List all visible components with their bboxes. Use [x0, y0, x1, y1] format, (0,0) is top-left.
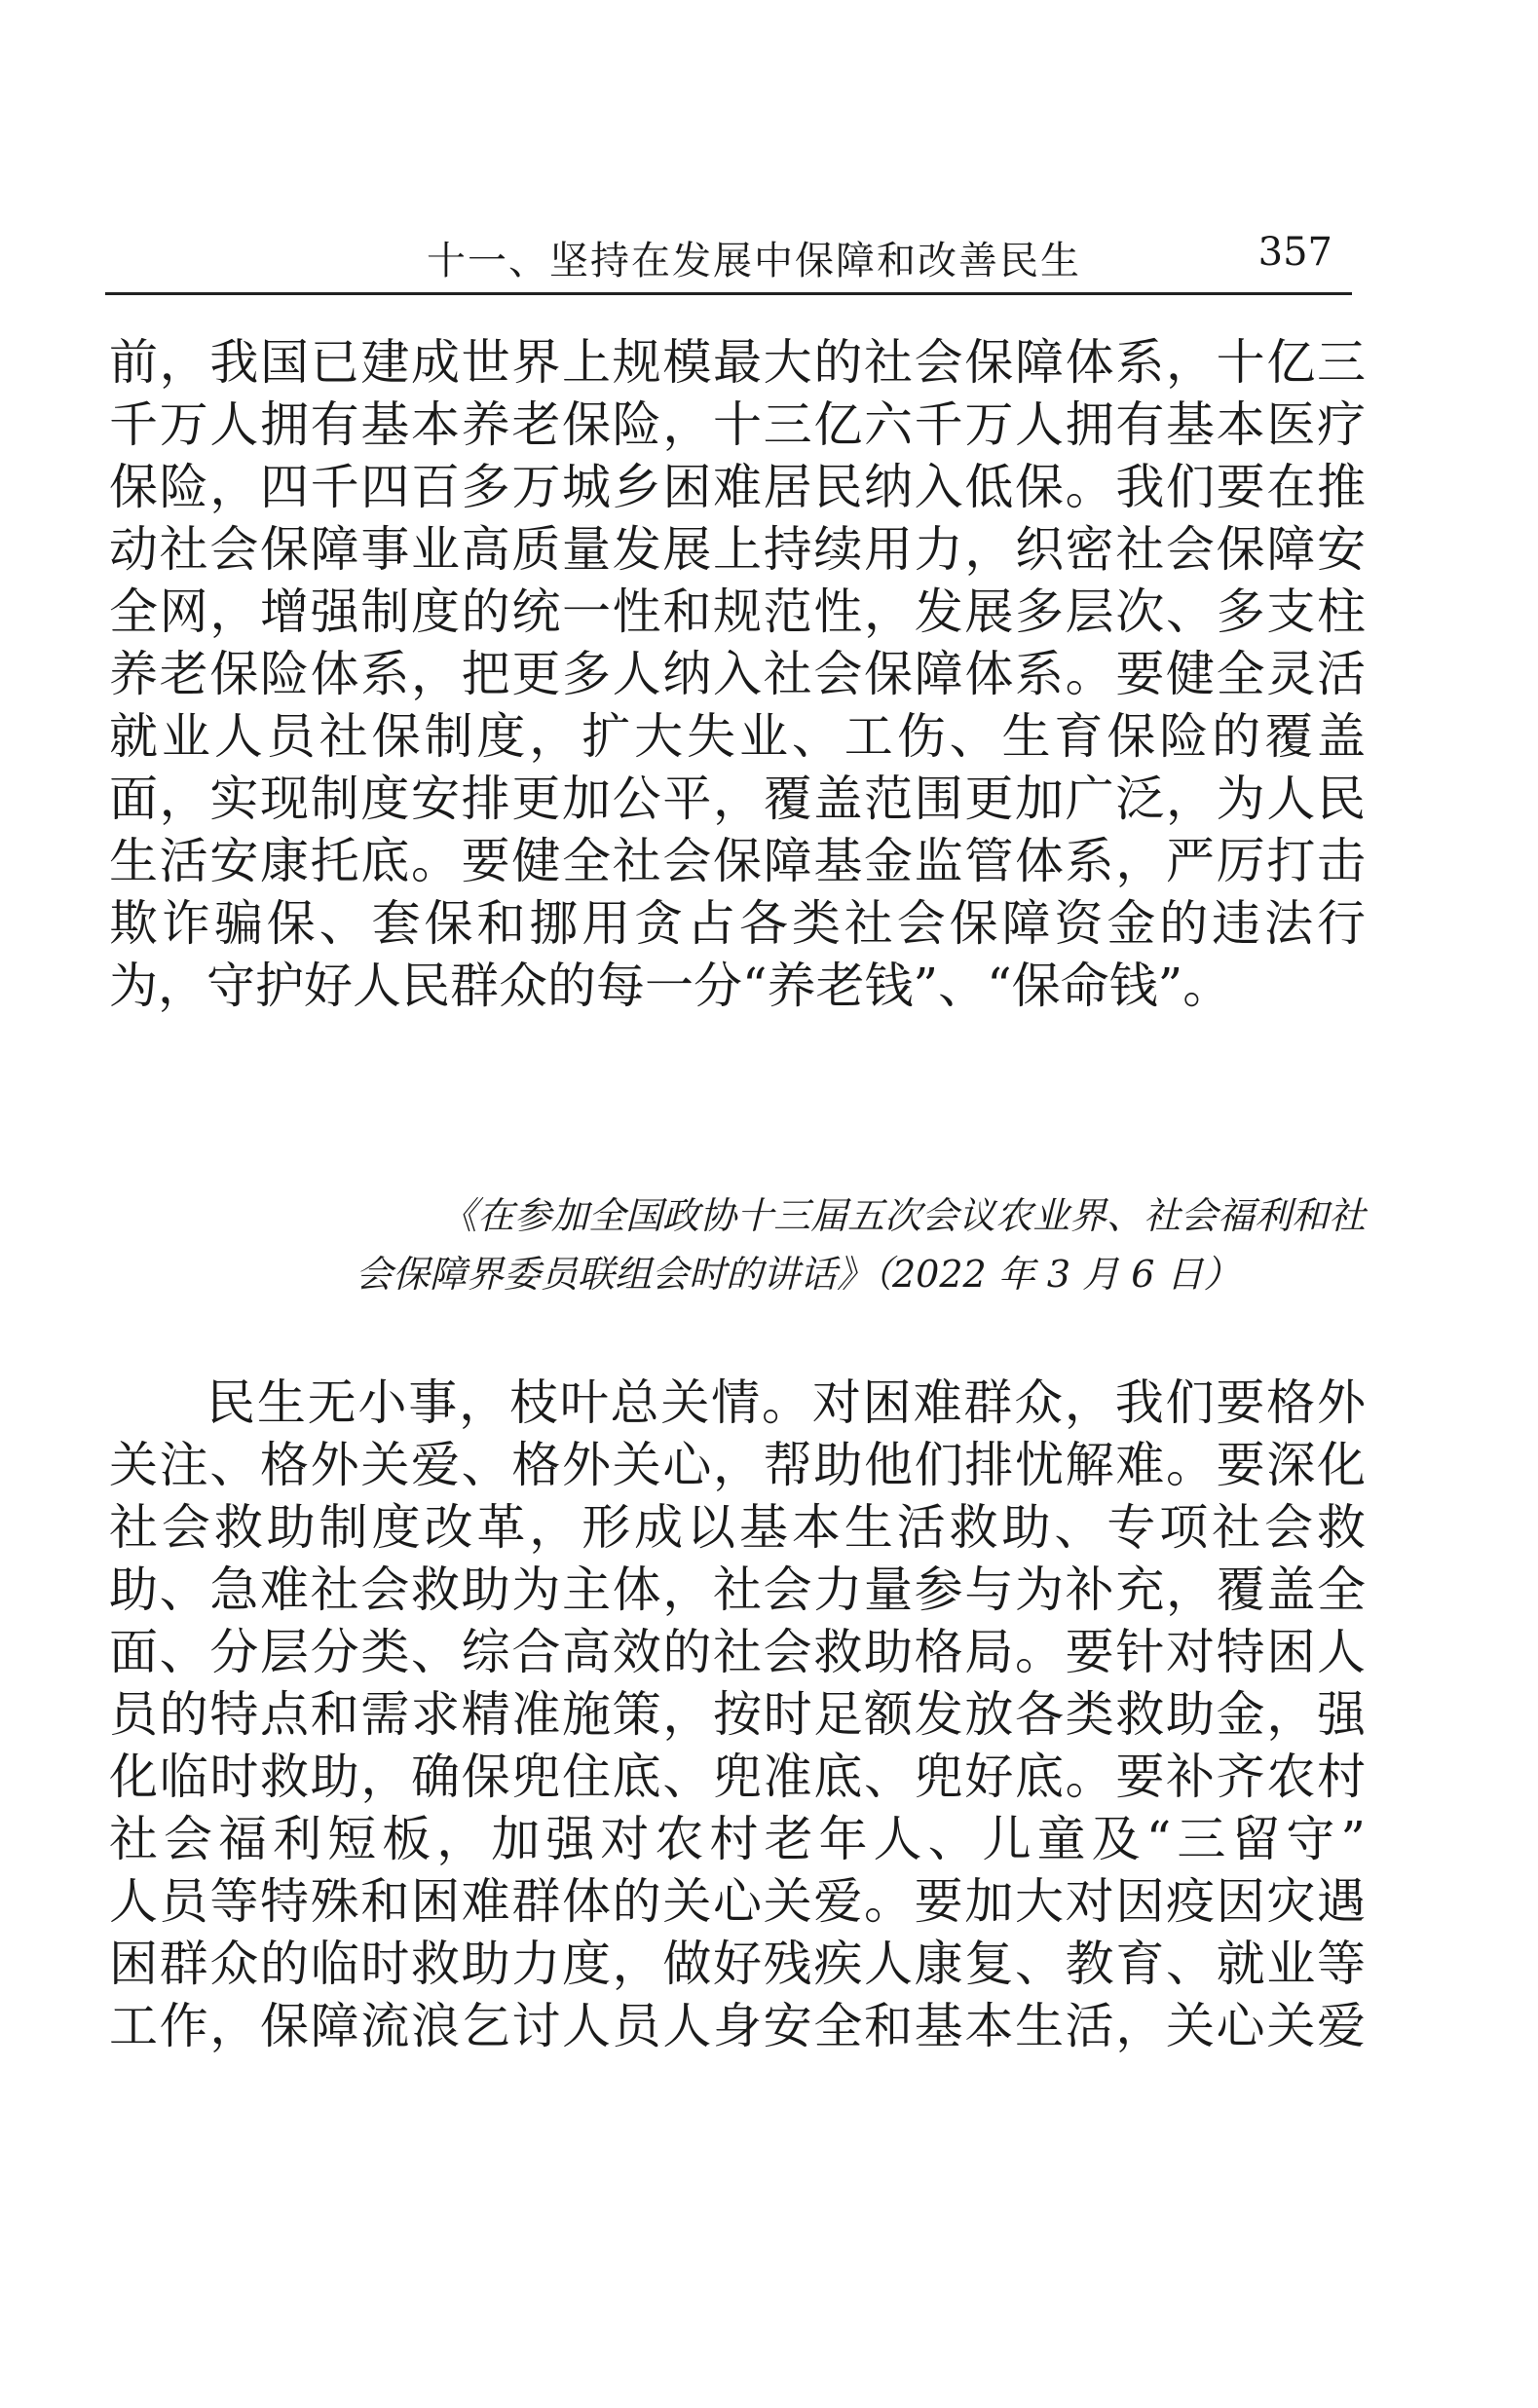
text-line: 为，守护好人民群众的每一分“养老钱”、“保命钱”。: [109, 958, 1232, 1014]
text-line: 人员等特殊和困难群体的关心关爱。要加大对因疫因灾遇: [109, 1873, 1366, 1930]
text-line: 就业人员社保制度，扩大失业、工伤、生育保险的覆盖: [109, 708, 1366, 765]
text-line: 社会救助制度改革，形成以基本生活救助、专项社会救: [109, 1499, 1366, 1556]
text-line: 养老保险体系，把更多人纳入社会保障体系。要健全灵活: [109, 646, 1366, 702]
text-line: 动社会保障事业高质量发展上持续用力，织密社会保障安: [109, 521, 1366, 578]
text-line: 欺诈骗保、套保和挪用贪占各类社会保障资金的违法行: [109, 895, 1366, 952]
source-citation: [195, 1186, 1366, 1303]
running-title: 十一、坚持在发展中保障和改善民生: [427, 239, 1081, 283]
text-line: 工作，保障流浪乞讨人员人身安全和基本生活，关心关爱: [109, 1998, 1366, 2054]
running-header: [105, 224, 1352, 295]
text-line: 面、分层分类、综合高效的社会救助格局。要针对特困人: [109, 1624, 1366, 1680]
text-line: 保险，四千四百多万城乡困难居民纳入低保。我们要在推: [109, 459, 1366, 515]
text-line: 困群众的临时救助力度，做好残疾人康复、教育、就业等: [109, 1936, 1366, 1992]
text-line: 面，实现制度安排更加公平，覆盖范围更加广泛，为人民: [109, 771, 1366, 827]
text-line: 千万人拥有基本养老保险，十三亿六千万人拥有基本医疗: [109, 396, 1366, 453]
citation-line: 会保障界委员联组会时的讲话》（2022 年 3 月 6 日）: [356, 1253, 1241, 1296]
text-line: 全网，增强制度的统一性和规范性，发展多层次、多支柱: [109, 583, 1366, 640]
paragraph-1: [109, 331, 1366, 1017]
text-line: 员的特点和需求精准施策，按时足额发放各类救助金，强: [109, 1686, 1366, 1743]
citation-line: 《在参加全国政协十三届五次会议农业界、社会福利和社: [439, 1194, 1366, 1237]
text-line: 关注、格外关爱、格外关心，帮助他们排忧解难。要深化: [109, 1437, 1366, 1493]
text-line: 民生无小事，枝叶总关情。对困难群众，我们要格外: [206, 1374, 1366, 1431]
text-line: 助、急难社会救助为主体，社会力量参与为补充，覆盖全: [109, 1561, 1366, 1618]
page-number: 357: [1257, 230, 1332, 275]
text-line: 前，我国已建成世界上规模最大的社会保障体系，十亿三: [109, 334, 1366, 391]
text-line: 生活安康托底。要健全社会保障基金监管体系，严厉打击: [109, 833, 1366, 889]
text-line: 化临时救助，确保兜住底、兜准底、兜好底。要补齐农村: [109, 1749, 1366, 1805]
paragraph-2: [109, 1372, 1366, 2057]
text-line: 社会福利短板，加强对农村老年人、儿童及“三留守”: [109, 1811, 1366, 1867]
